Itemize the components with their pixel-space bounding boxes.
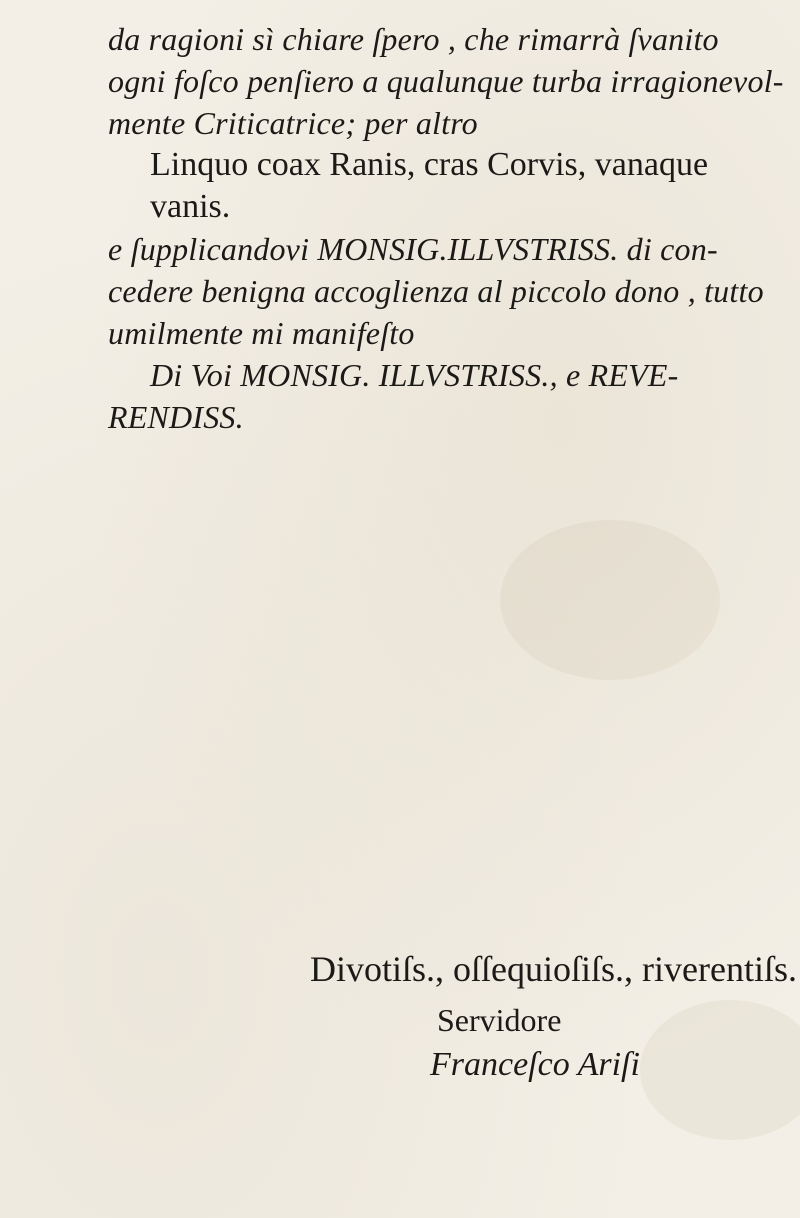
text-line: ogni foſco penſiero a qualunque turba irragionevol- <box>108 63 784 99</box>
closing-formula: Divotiſs., oſſequioſiſs., riverentiſs. <box>310 949 797 989</box>
text-line: cedere benigna accoglienza al piccolo dono , tutto <box>108 273 764 309</box>
servidore-label: Servidore <box>437 1002 562 1038</box>
text-line: e ſupplicandovi MONSIG.ILLVSTRISS. di con- <box>108 231 718 267</box>
latin-quote-line: Linquo coax Ranis, cras Corvis, vanaque <box>150 146 709 183</box>
latin-quote-line: vanis. <box>150 188 231 225</box>
salutation-line: RENDISS. <box>108 399 244 435</box>
signature: Franceſco Ariſi <box>430 1046 640 1083</box>
salutation-line: Di Voi MONSIG. ILLVSTRISS., e REVE- <box>150 357 679 393</box>
text-line: mente Criticatrice; per altro <box>108 105 478 141</box>
text-line: umilmente mi manifeſto <box>108 315 415 351</box>
text-line: da ragioni sì chiare ſpero , che rimarrà ſvanito <box>108 21 719 57</box>
paper-stain <box>640 1000 800 1140</box>
paper-stain <box>500 520 720 680</box>
